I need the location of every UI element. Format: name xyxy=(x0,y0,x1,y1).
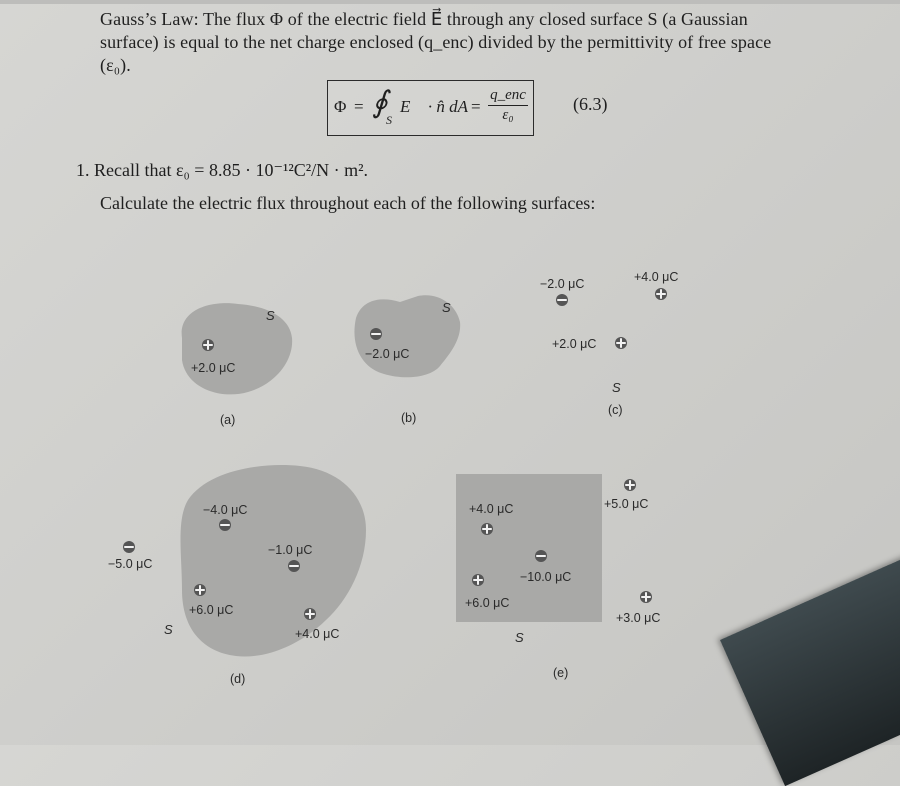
charge-label-d1: −5.0 μC xyxy=(108,557,153,571)
problem-recall: 1. Recall that ε₀ = 8.85 · 10⁻¹²C²/N · m². xyxy=(76,160,369,180)
charge-label-e2: −10.0 μC xyxy=(520,570,572,584)
caption-a: (a) xyxy=(220,413,236,427)
charge-label-d2: −4.0 μC xyxy=(203,503,248,517)
fraction-denominator: ε₀ xyxy=(502,107,514,123)
charge-c3 xyxy=(615,337,627,349)
charge-label-d5: +4.0 μC xyxy=(295,627,340,641)
charge-label-b1: −2.0 μC xyxy=(365,347,410,361)
charge-label-c1: −2.0 μC xyxy=(540,277,585,291)
charge-label-e1: +4.0 μC xyxy=(469,502,514,516)
charge-e5 xyxy=(640,591,652,603)
charge-c1 xyxy=(556,294,568,306)
formula-equals: = xyxy=(354,97,364,116)
caption-c: (c) xyxy=(608,403,623,417)
equation-number: (6.3) xyxy=(573,94,608,114)
charge-e2 xyxy=(535,550,547,562)
charge-label-c3: +2.0 μC xyxy=(552,337,597,351)
caption-e: (e) xyxy=(553,666,569,680)
intro-line-3: (ε₀). xyxy=(100,55,131,75)
formula-phi: Φ xyxy=(334,97,347,116)
surface-label-d: S xyxy=(164,622,173,637)
intro-line-1: Gauss’s Law: The flux Φ of the electric field E⃗ through any closed surface S (a Gaussian xyxy=(100,9,748,29)
caption-d: (d) xyxy=(230,672,246,686)
intro-line-2: surface) is equal to the net charge enclosed (q_enc) divided by the permittivity of free space xyxy=(100,32,772,52)
charge-e3 xyxy=(472,574,484,586)
charge-c2 xyxy=(655,288,667,300)
charge-label-e4: +5.0 μC xyxy=(604,497,649,511)
integral-subscript: S xyxy=(386,113,392,127)
surface-label-e: S xyxy=(515,630,524,645)
charge-label-e3: +6.0 μC xyxy=(465,596,510,610)
charge-e4 xyxy=(624,479,636,491)
charge-d2 xyxy=(219,519,231,531)
charge-d1 xyxy=(123,541,135,553)
charge-label-c2: +4.0 μC xyxy=(634,270,679,284)
charge-label-e5: +3.0 μC xyxy=(616,611,661,625)
caption-b: (b) xyxy=(401,411,417,425)
surface-a xyxy=(182,303,292,394)
charge-d4 xyxy=(194,584,206,596)
surface-label-c: S xyxy=(612,380,621,395)
formula-integrand: E⃗ · n̂ dA xyxy=(400,97,468,116)
surface-label-b: S xyxy=(442,300,451,315)
charge-label-a1: +2.0 μC xyxy=(191,361,236,375)
closed-integral-symbol: ∮ xyxy=(372,86,388,119)
charge-e1 xyxy=(481,523,493,535)
fraction-numerator: q_enc xyxy=(488,87,528,106)
charge-b1 xyxy=(370,328,382,340)
surface-label-a: S xyxy=(266,308,275,323)
charge-label-d4: +6.0 μC xyxy=(189,603,234,617)
charge-d3 xyxy=(288,560,300,572)
formula-equals-2: = xyxy=(471,97,481,116)
charge-label-d3: −1.0 μC xyxy=(268,543,313,557)
charge-a1 xyxy=(202,339,214,351)
charge-d5 xyxy=(304,608,316,620)
problem-instruction: Calculate the electric flux throughout each of the following surfaces: xyxy=(100,193,596,213)
